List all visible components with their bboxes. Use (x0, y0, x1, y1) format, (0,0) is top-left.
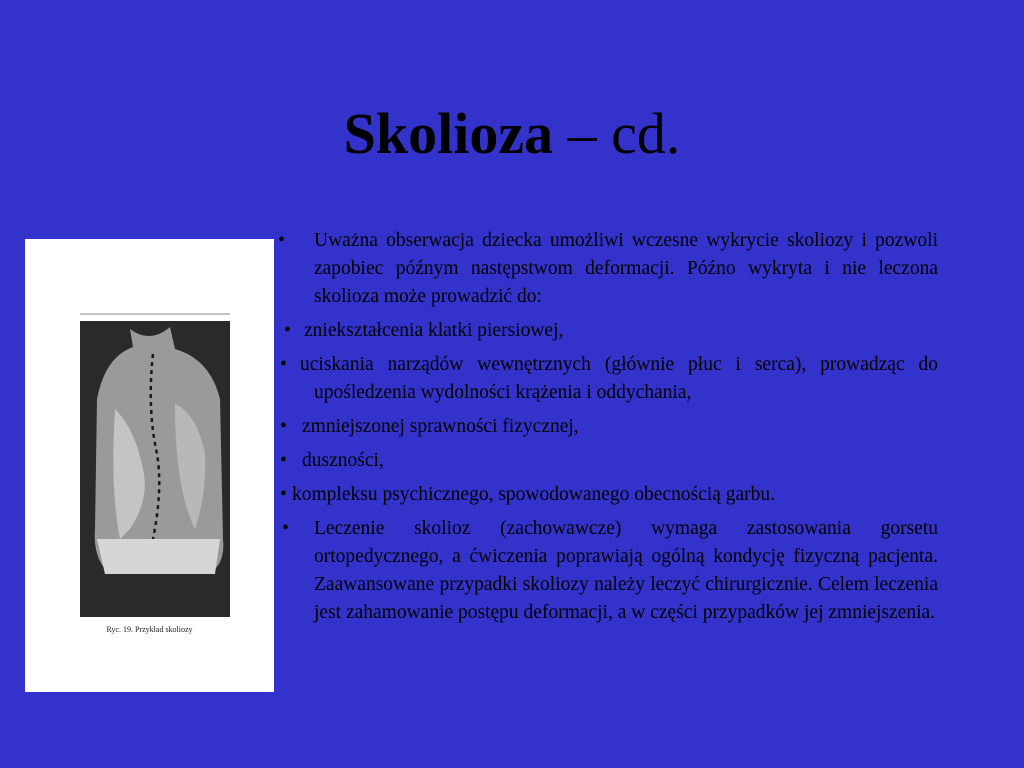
bullet-text: Uważna obserwacja dziecka umożliwi wczesne wykrycie skoliozy i pozwoli zapobiec późnym następstwom deformacji. Późno wykryta i nie leczona skolioza może prowadzić do: (314, 230, 938, 307)
bullet-text: duszności, (302, 450, 384, 471)
bullet-marker: • (280, 354, 287, 375)
slide-title-rest: – cd. (553, 101, 681, 166)
bullet-marker: • (284, 320, 291, 341)
bullet-marker: • (280, 416, 287, 437)
bullet-text: kompleksu psychicznego, spowodowanego obecnością garbu. (292, 484, 776, 505)
bullet-text: zniekształcenia klatki piersiowej, (304, 320, 564, 341)
bullet-marker: • (278, 230, 285, 251)
slide-title (0, 98, 1024, 170)
bullet-text: uciskania narządów wewnętrznych (głównie płuc i serca), prowadząc do upośledzenia wydolności krążenia i oddychania, (300, 354, 938, 403)
bullet-item-treatment (278, 515, 938, 627)
bullet-item-early-detection (278, 227, 938, 311)
bullet-item-organ-compression (278, 351, 938, 407)
slide-title-bold: Skolioza (343, 101, 554, 166)
bullet-item-chest-deformation (278, 317, 938, 345)
bullet-marker: • (280, 484, 287, 505)
bullet-text: Leczenie skolioz (zachowawcze) wymaga zastosowania gorsetu ortopedycznego, a ćwiczenia poprawiają ogólną kondycję fizyczną pacjenta. Zaawansowane przypadki skoliozy należy leczyć chirurgicznie. Celem leczenia jest zahamowanie postępu deformacji, a w części przypadków jej zmniejszenia. (314, 518, 938, 623)
bullet-marker: • (282, 518, 289, 539)
bullet-item-fitness (278, 413, 938, 441)
bullet-marker: • (280, 450, 287, 471)
figure-caption: Ryc. 19. Przykład skoliozy (106, 625, 193, 634)
scoliosis-photo (25, 239, 274, 692)
bullet-item-psychological (278, 481, 938, 509)
bullet-item-dyspnea (278, 447, 938, 475)
bullet-text: zmniejszonej sprawności fizycznej, (302, 416, 579, 437)
bullet-list (278, 227, 938, 633)
